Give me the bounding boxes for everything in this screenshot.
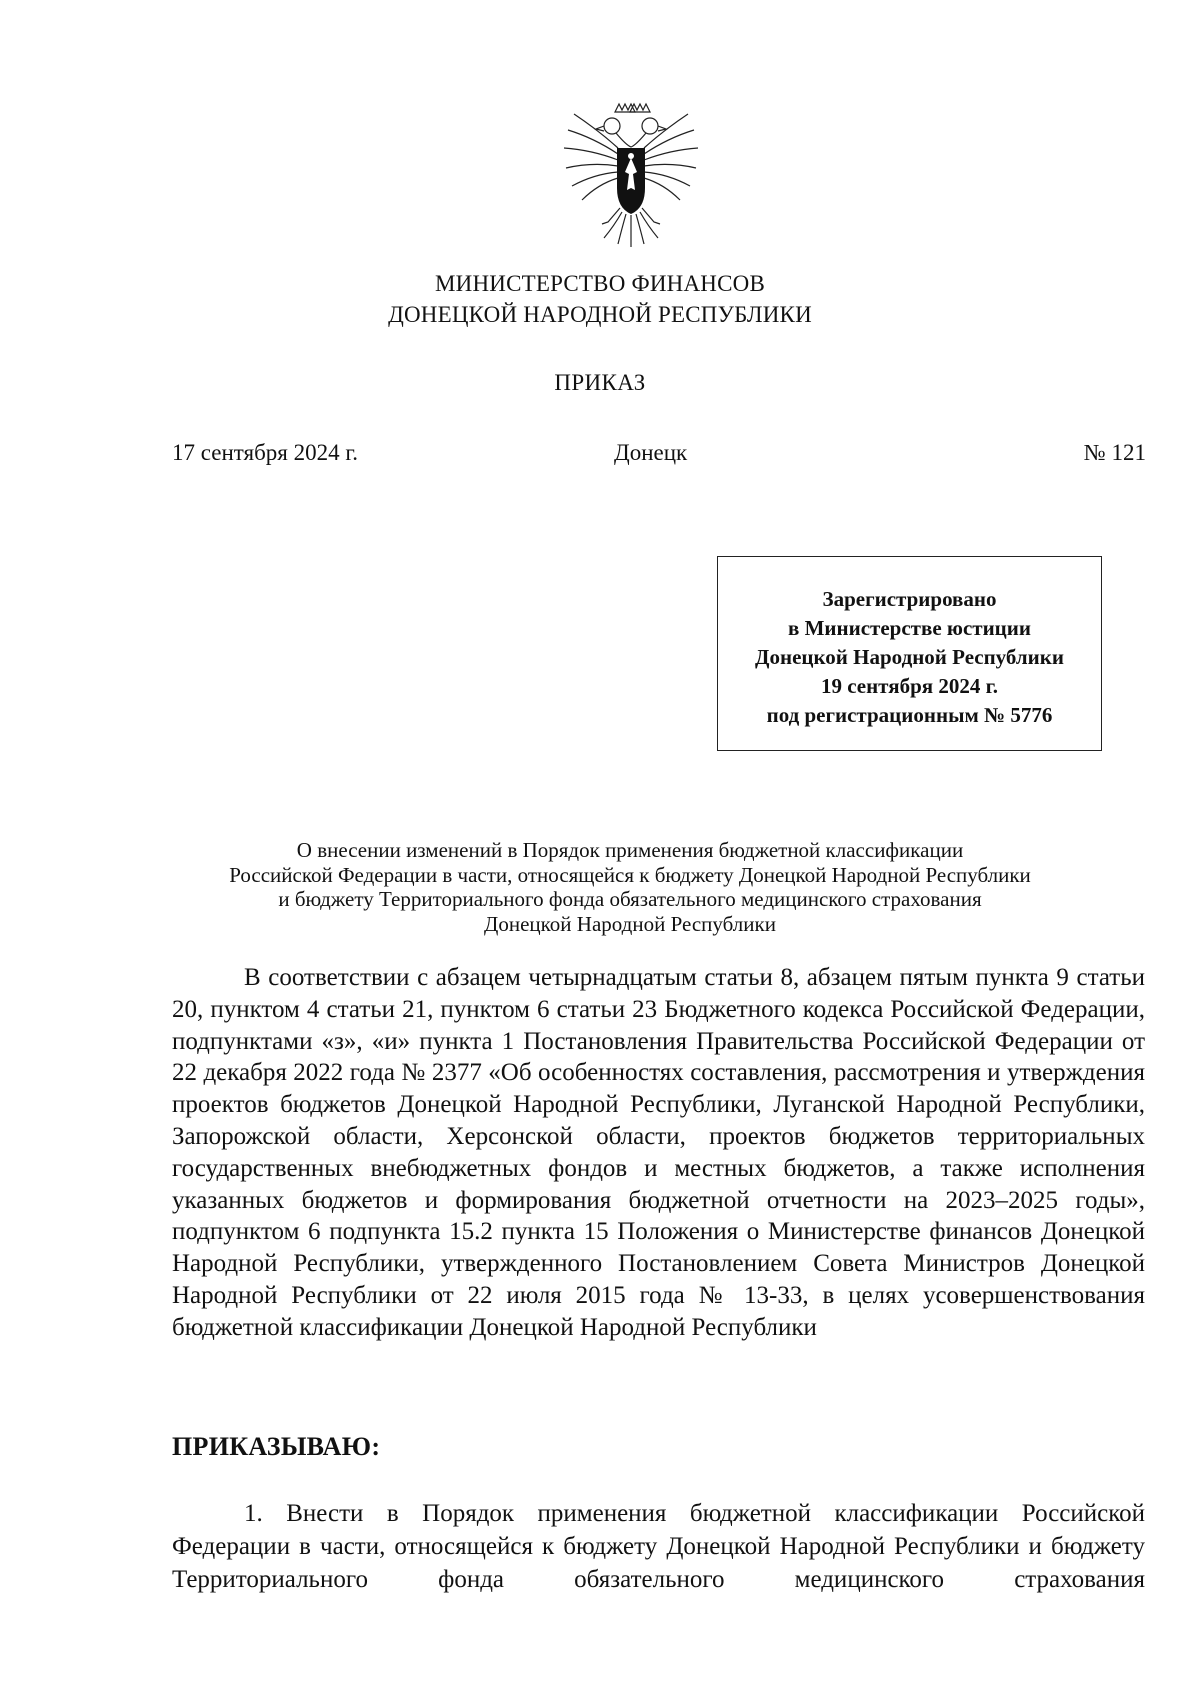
order-item-1 [172, 1497, 1145, 1596]
registration-stamp [717, 556, 1102, 751]
order-directive-heading: ПРИКАЗЫВАЮ: [172, 1432, 381, 1461]
order-number: № 121 [1083, 440, 1146, 465]
registration-line-1: Зарегистрировано [822, 587, 997, 611]
registration-line-3: Донецкой Народной Республики [755, 645, 1064, 669]
subject-line-1: О внесении изменений в Порядок применения бюджетной классификации [296, 838, 964, 862]
order-date: 17 сентября 2024 г. [172, 440, 358, 465]
subject-line-2: Российской Федерации в части, относящейся к бюджету Донецкой Народной Республики [229, 862, 1031, 887]
registration-line-4: 19 сентября 2024 г. [820, 674, 999, 698]
ministry-name [0, 268, 1200, 330]
order-item-1-text: 1. Внести в Порядок применения бюджетной классификации Российской Федерации в части, относящейся к бюджету Донецкой Народной Республики и бюджету Территориального фонда обязательного медицинского страхования [172, 1500, 1145, 1593]
subject-line-4: Донецкой Народной Республики [484, 911, 776, 936]
registration-line-5: под регистрационным № 5776 [766, 703, 1053, 727]
order-city: Донецк [614, 440, 688, 465]
preamble-paragraph [172, 962, 1145, 1344]
ministry-line-2: ДОНЕЦКОЙ НАРОДНОЙ РЕСПУБЛИКИ [388, 302, 812, 327]
preamble-text: В соответствии с абзацем четырнадцатым статьи 8, абзацем пятым пункта 9 статьи 20, пунктом 4 статьи 21, пунктом 6 статьи 23 Бюджетного кодекса Российской Федерации, подпунктами «з», «и» пункта 1 Постановления Правительства Российской Федерации от 22 декабря 2022 года № 2377 «Об особенностях составления, рассмотрения и утверждения проектов бюджетов Донецкой Народной Республики, Луганской Народной Республики, Запорожской области, Херсонской области, проектов бюджетов территориальных государственных внебюджетных фондов и местных бюджетов, а также исполнения указанных бюджетов и формирования бюджетной отчетности на 2023–2025 годы», подпунктом 6 подпункта 15.2 пункта 15 Положения о Министерстве финансов Донецкой Народной Республики, утвержденного Постановлением Совета Министров Донецкой Народной Республики от 22 июля 2015 года № 13-33, в целях усовершенствования бюджетной классификации Донецкой Народной Республики [172, 964, 1145, 1341]
order-subject [150, 838, 1110, 936]
registration-line-2: в Министерстве юстиции [788, 616, 1031, 640]
subject-line-3: и бюджету Территориального фонда обязательного медицинского страхования [278, 887, 982, 911]
document-type: ПРИКАЗ [554, 370, 646, 395]
coat-of-arms-emblem [560, 100, 702, 250]
ministry-line-1: МИНИСТЕРСТВО ФИНАНСОВ [435, 271, 765, 296]
